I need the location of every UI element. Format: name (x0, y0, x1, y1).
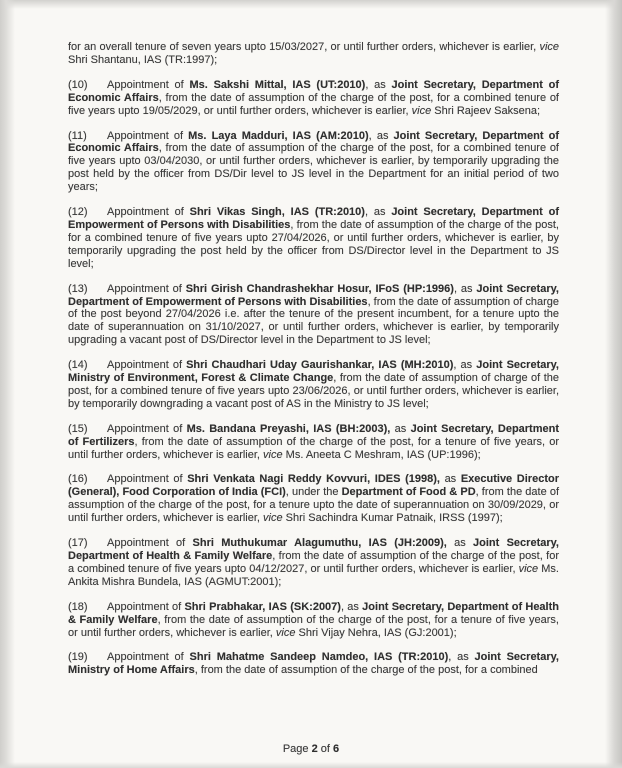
text-run: Joint Secretary, Department of Empowerment of Persons with Disabilities (68, 206, 559, 231)
text-run: Shri Muthukumar Alagumuthu, IAS (JH:2009), (192, 537, 447, 550)
text-run: Shri Chaudhari Uday Gaurishankar, IAS (MH:2010) (186, 359, 454, 372)
footer-page-label: Page (282, 743, 309, 755)
text-run: vice (518, 562, 539, 575)
text-run: Ms. Sakshi Mittal, IAS (UT:2010) (189, 78, 366, 91)
text-run: , as (453, 359, 477, 372)
text-run: as (439, 473, 461, 486)
appointment-paragraph (68, 601, 559, 640)
text-run: Joint Secretary, Department of Empowerment of Persons with Disabilities (68, 282, 559, 308)
text-run: Shri Vikas Singh, IAS (TR:2010) (189, 206, 365, 219)
footer-of-label: of (320, 743, 330, 755)
text-run: vice (539, 41, 559, 53)
text-run: Joint Secretary, Department of Economic Affairs (68, 78, 559, 104)
paragraph-number: (15) (68, 422, 88, 435)
appointment-paragraph (68, 651, 559, 677)
text-run: Appointment of (107, 422, 187, 435)
appointment-paragraph (68, 423, 559, 462)
text-run: vice (275, 626, 296, 639)
appointment-paragraph (68, 206, 559, 271)
scan-edge-bottom (0, 762, 622, 768)
text-run: Shri Sachindra Kumar Patnaik, IRSS (1997); (282, 512, 503, 525)
text-run: , from the date of assumption of charge of the post, for a combined tenure of five years upto 23/06/2026, or until further orders, whichever is earlier, by temporarily downgrading a vacant post of AS in the Ministry to JS level; (68, 372, 559, 410)
scan-edge-right (605, 0, 622, 768)
text-run: Appointment of (107, 282, 186, 295)
text-run: Shri Shantanu, IAS (TR:1997); (68, 53, 218, 66)
text-run: Ms. Ankita Mishra Bundela, IAS (AGMUT:2001); (68, 562, 559, 588)
text-run: , from the date of assumption of the charge of the post, for a tenure upto the date of superannuation on 30/09/2029, or until further orders, whichever is earlier, (68, 486, 559, 525)
paragraph-number: (17) (68, 537, 88, 550)
footer-page-number: 2 (311, 743, 318, 755)
text-run: Shri Girish Chandrashekhar Hosur, IFoS (HP:1996) (185, 282, 454, 295)
text-run: , as (365, 78, 392, 91)
text-run: Appointment of (107, 651, 190, 664)
text-run: Ms. Bandana Preyashi, IAS (BH:2003), (186, 422, 391, 435)
text-run: , as (340, 600, 363, 613)
text-run: , from the date of assumption of the charge of the post, for a tenure of five years, or until further orders, whichever is earlier, (68, 435, 559, 461)
paragraph-number: (16) (68, 473, 88, 486)
text-run: Shri Rajeev Saksena; (431, 104, 541, 117)
appointment-paragraph (68, 130, 559, 195)
appointment-paragraph (68, 473, 559, 525)
text-run: Appointment of (107, 129, 189, 142)
text-run: vice (263, 512, 283, 525)
paragraph-number: (14) (68, 359, 88, 372)
text-run: Appointment of (107, 537, 193, 550)
appointment-paragraph (68, 283, 559, 348)
text-run: , as (453, 282, 477, 295)
text-run: Joint Secretary, Department of Health & Family Welfare (68, 537, 559, 562)
text-run: Shri Mahatme Sandeep Namdeo, IAS (TR:2010) (189, 651, 449, 664)
paragraph-number: (11) (68, 129, 87, 142)
text-run: for an overall tenure of seven years upto 15/03/2027, or until further orders, whichever is earlier, (68, 41, 540, 53)
page-footer (0, 743, 622, 755)
appointment-paragraph (68, 41, 559, 67)
text-run: vice (263, 448, 283, 461)
text-run: Ms. Laya Madduri, IAS (AM:2010) (188, 129, 369, 142)
text-run: Joint Secretary, Ministry of Environment, Forest & Climate Change (68, 359, 559, 385)
text-run: Shri Prabhakar, IAS (SK:2007) (184, 600, 341, 613)
text-run: Ms. Aneeta C Meshram, IAS (UP:1996); (282, 448, 481, 461)
text-run: , from the date of assumption of the charge of the post, for a combined tenure of five years upto 03/04/2030, or until further orders, whichever is earlier, by temporarily upgrading the post held by the officer from DS/Dir level to JS level in the Department for an initial period of two years; (68, 142, 559, 194)
paragraph-number: (18) (68, 600, 88, 613)
text-run: , under the (285, 486, 342, 499)
text-run: , as (364, 206, 392, 219)
paragraph-number: (12) (68, 206, 88, 219)
text-run: Joint Secretary, Department of Fertilizers (68, 422, 560, 448)
scan-edge-top (0, 0, 622, 9)
text-run: , from the date of assumption of charge of the post beyond 27/04/2026 i.e. after the tenure of the present incumbent, for a tenure upto the date of superannuation on 31/10/2027, or until further orders, whichever is earlier, by temporarily upgrading a vacant post of DS/Director level in the Department to JS level; (68, 295, 560, 347)
text-run: Joint Secretary, Ministry of Home Affairs (68, 651, 559, 677)
text-run: Shri Venkata Nagi Reddy Kovvuri, IDES (1998), (187, 473, 440, 486)
appointment-paragraph (68, 79, 559, 118)
text-run: Executive Director (General), Food Corporation of India (FCI) (68, 473, 559, 499)
appointment-paragraph (68, 359, 559, 411)
scan-edge-left (0, 0, 15, 768)
text-run: Joint Secretary, Department of Economic Affairs (68, 129, 560, 155)
text-run: as (446, 537, 474, 550)
text-run: , from the date of assumption of the charge of the post, for a tenure of five years, or until further orders, whichever is earlier, (68, 613, 559, 639)
paragraph-number: (10) (68, 78, 88, 91)
text-run: vice (411, 104, 432, 117)
text-run: Appointment of (107, 473, 188, 486)
text-run: , as (448, 651, 475, 664)
text-run: Shri Vijay Nehra, IAS (GJ:2001); (295, 626, 457, 639)
paragraph-number: (13) (68, 282, 88, 295)
text-run: , from the date of assumption of the charge of the post, for a combined tenure of five years upto 27/04/2026, or until further orders, whichever is earlier, by temporarily upgrading the post held by the officer from DS/Director level in the Department to JS level; (68, 218, 559, 270)
text-run: Joint Secretary, Department of Health & Family Welfare (68, 600, 559, 626)
document-body (68, 41, 559, 677)
footer-total-pages: 6 (333, 743, 340, 755)
text-run: , as (368, 129, 394, 142)
text-run: Appointment of (107, 78, 190, 91)
text-run: as (390, 422, 411, 435)
text-run: , from the date of assumption of the charge of the post, for a combined (194, 664, 538, 677)
text-run: Appointment of (107, 206, 190, 219)
paragraph-number: (19) (68, 651, 88, 664)
appointment-paragraph (68, 537, 559, 589)
text-run: Appointment of (107, 359, 187, 372)
text-run: , from the date of assumption of the charge of the post, for a combined tenure of five years upto 04/12/2027, or until further orders, whichever is earlier, (68, 550, 559, 575)
text-run: Appointment of (107, 600, 185, 613)
text-run: Department of Food & PD (341, 486, 476, 499)
text-run: , from the date of assumption of the charge of the post, for a combined tenure of five years upto 19/05/2029, or until further orders, whichever is earlier, (68, 91, 559, 117)
